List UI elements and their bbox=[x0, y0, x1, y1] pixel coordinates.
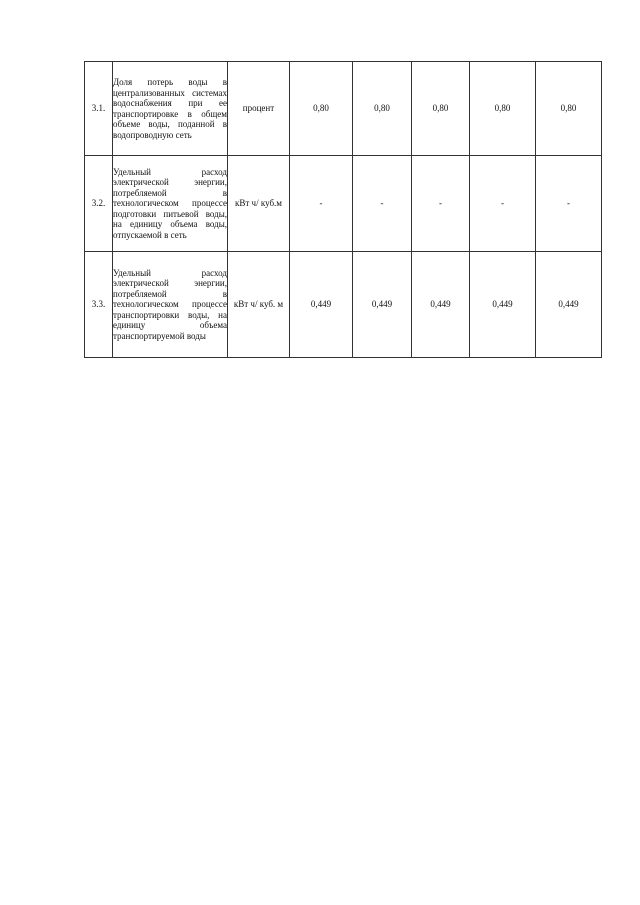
value-cell: 0,449 bbox=[470, 252, 536, 358]
indicator-description: Удельный расход электрической энергии, потребляемой в технологическом процессе подготовки питьевой воды, на единицу объема воды, отпускаемой в сеть bbox=[113, 156, 228, 252]
value-cell: - bbox=[353, 156, 412, 252]
value-cell: 0,80 bbox=[290, 62, 353, 156]
indicator-description: Удельный расход электрической энергии, потребляемой в технологическом процессе транспортировки воды, на единицу объема транспортируемой воды bbox=[113, 252, 228, 358]
unit-cell: процент bbox=[228, 62, 290, 156]
value-cell: 0,80 bbox=[353, 62, 412, 156]
value-cell: 0,80 bbox=[536, 62, 602, 156]
value-cell: - bbox=[470, 156, 536, 252]
row-number: 3.1. bbox=[85, 62, 113, 156]
value-cell: 0,449 bbox=[536, 252, 602, 358]
table-row bbox=[85, 62, 602, 156]
value-cell: - bbox=[290, 156, 353, 252]
table-row bbox=[85, 156, 602, 252]
value-cell: - bbox=[536, 156, 602, 252]
row-number: 3.3. bbox=[85, 252, 113, 358]
unit-cell: кВт ч/ куб. м bbox=[228, 252, 290, 358]
value-cell: 0,80 bbox=[470, 62, 536, 156]
row-number: 3.2. bbox=[85, 156, 113, 252]
value-cell: - bbox=[412, 156, 470, 252]
table-row bbox=[85, 252, 602, 358]
indicator-description: Доля потерь воды в централизованных системах водоснабжения при ее транспортировке в общем объеме воды, поданной в водопроводную сеть bbox=[113, 62, 228, 156]
value-cell: 0,449 bbox=[412, 252, 470, 358]
value-cell: 0,449 bbox=[290, 252, 353, 358]
value-cell: 0,80 bbox=[412, 62, 470, 156]
unit-cell: кВт ч/ куб.м bbox=[228, 156, 290, 252]
indicators-table bbox=[84, 61, 602, 358]
value-cell: 0,449 bbox=[353, 252, 412, 358]
